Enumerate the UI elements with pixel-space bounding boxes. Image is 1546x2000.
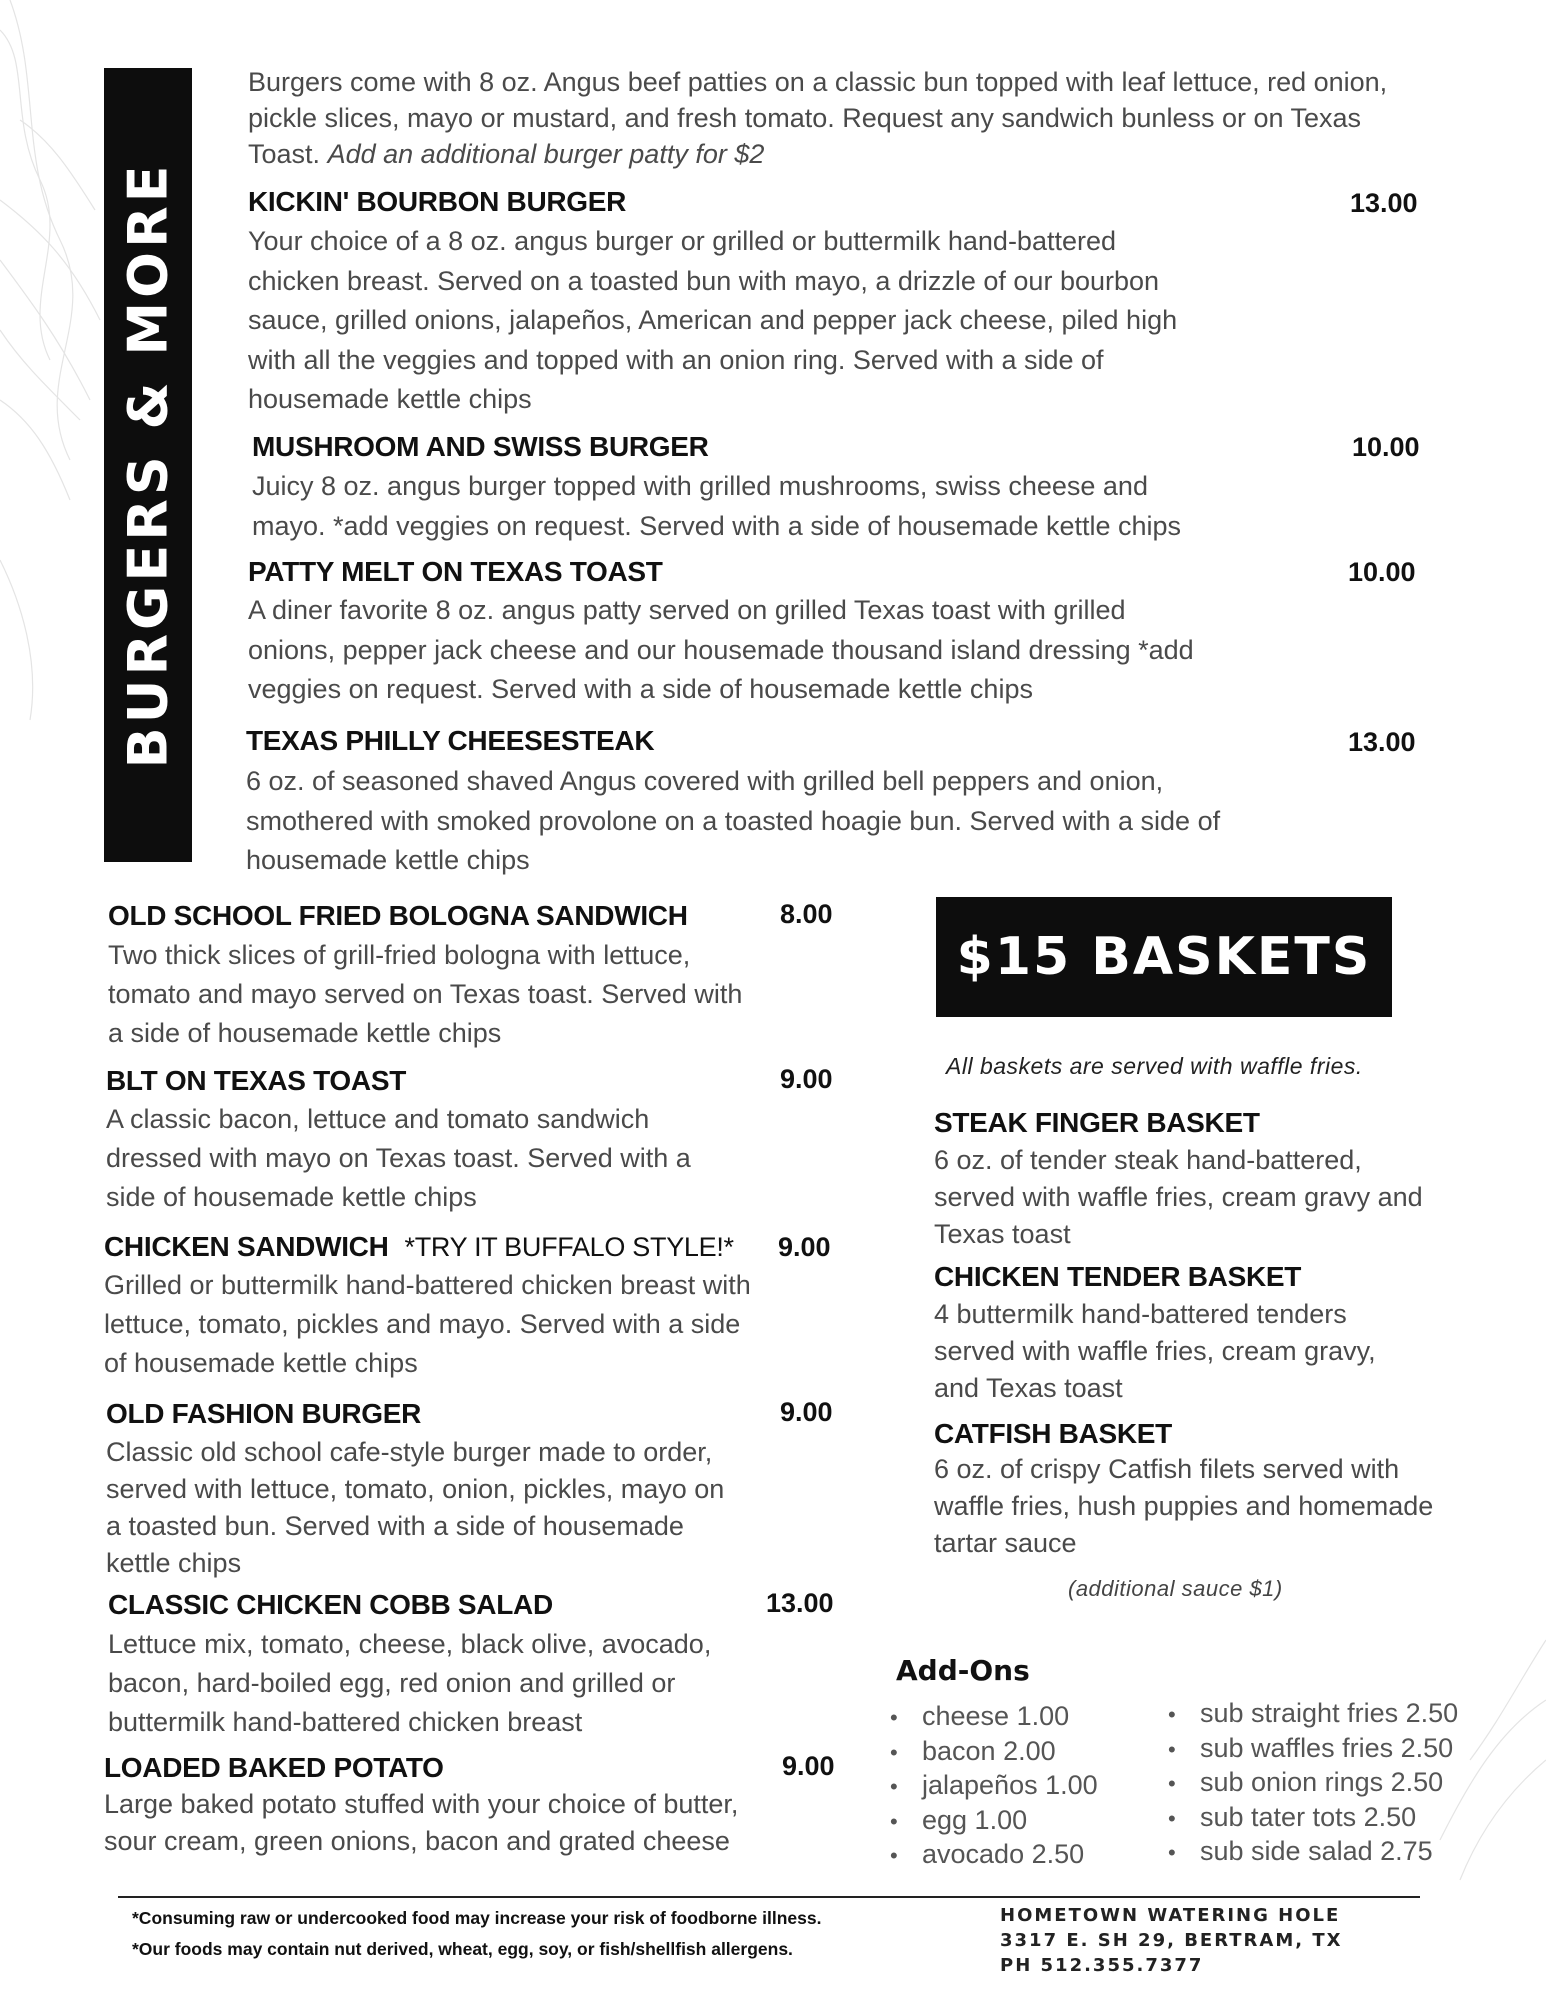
menu-item-price: 10.00	[1352, 432, 1420, 462]
menu-item-description: Your choice of a 8 oz. angus burger or grilled or buttermilk hand-battered chicken breast. Served on a toasted bun with mayo, a drizzle of our bourbon sauce, grilled onions, jalapeños, American and pepper jack cheese, piled high with all the veggies and topped with an onion ring. Served with a side of housemade kettle chips	[248, 226, 1178, 414]
menu-item-name: MUSHROOM AND SWISS BURGER	[252, 431, 709, 462]
menu-item-name: LOADED BAKED POTATO	[104, 1752, 444, 1783]
baskets-banner: $15 BASKETS	[936, 897, 1392, 1017]
addon-item: • avocado 2.50	[890, 1838, 1098, 1873]
basket-item-description: 6 oz. of tender steak hand-battered, served with waffle fries, cream gravy and Texas toast	[934, 1145, 1423, 1249]
menu-item-price: 13.00	[1348, 727, 1416, 757]
menu-item-description: Juicy 8 oz. angus burger topped with grilled mushrooms, swiss cheese and mayo. *add veggies on request. Served with a side of housemade kettle chips	[252, 471, 1182, 541]
menu-item-description: Two thick slices of grill-fried bologna with lettuce, tomato and mayo served on Texas toast. Served with a side of housemade kettle chips	[108, 940, 743, 1048]
menu-item-description: Large baked potato stuffed with your choice of butter, sour cream, green onions, bacon and grated cheese	[104, 1789, 739, 1856]
addon-item: • egg 1.00	[890, 1804, 1098, 1839]
menu-item-name: KICKIN' BOURBON BURGER	[248, 186, 627, 217]
baskets-note: All baskets are served with waffle fries.	[946, 1053, 1363, 1079]
menu-item-price: 9.00	[778, 1232, 831, 1262]
addon-item: • sub side salad 2.75	[1168, 1835, 1458, 1870]
menu-item-description: Grilled or buttermilk hand-battered chicken breast with lettuce, tomato, pickles and mayo. Served with a side of housemade kettle chips	[104, 1270, 751, 1378]
basket-item-description: 6 oz. of crispy Catfish filets served with waffle fries, hush puppies and homemade tartar sauce	[934, 1454, 1434, 1558]
menu-item-price: 9.00	[780, 1397, 833, 1427]
addon-item: • sub tater tots 2.50	[1168, 1801, 1458, 1836]
addon-item: • sub onion rings 2.50	[1168, 1766, 1458, 1801]
intro-text: Burgers come with 8 oz. Angus beef patties on a classic bun topped with leaf lettuce, red onion, pickle slices, mayo or mustard, and fresh tomato. Request any sandwich bunless or on Texas Toast.	[248, 67, 1388, 169]
business-name: HOMETOWN WATERING HOLE	[1000, 1905, 1341, 1926]
allergen-warning: *Our foods may contain nut derived, wheat, egg, soy, or fish/shellfish allergens.	[132, 1939, 793, 1959]
menu-item-price: 8.00	[780, 899, 833, 929]
food-warning: *Consuming raw or undercooked food may increase your risk of foodborne illness.	[132, 1908, 822, 1928]
menu-item-description: A classic bacon, lettuce and tomato sandwich dressed with mayo on Texas toast. Served with a side of housemade kettle chips	[106, 1104, 691, 1212]
menu-item-name: CLASSIC CHICKEN COBB SALAD	[108, 1589, 553, 1620]
business-phone: PH 512.355.7377	[1000, 1955, 1204, 1976]
menu-item-price: 10.00	[1348, 557, 1416, 587]
menu-item-tagline: *TRY IT BUFFALO STYLE!*	[404, 1232, 734, 1262]
menu-item-price: 13.00	[766, 1588, 834, 1618]
menu-item-name: BLT ON TEXAS TOAST	[106, 1065, 407, 1096]
addons-list-left	[890, 1700, 1098, 1873]
menu-item-description: Lettuce mix, tomato, cheese, black olive, avocado, bacon, hard-boiled egg, red onion and grilled or buttermilk hand-battered chicken breast	[108, 1629, 712, 1737]
footer-divider	[118, 1896, 1420, 1898]
menu-item-price: 9.00	[780, 1064, 833, 1094]
menu-item-name: PATTY MELT ON TEXAS TOAST	[248, 556, 663, 587]
menu-item-price: 13.00	[1350, 188, 1418, 218]
sauce-note: (additional sauce $1)	[1068, 1576, 1283, 1601]
addons-list-right	[1168, 1697, 1458, 1870]
menu-item-name	[104, 1231, 734, 1263]
intro-paragraph	[248, 64, 1408, 172]
section-title: BURGERS & MORE	[116, 161, 180, 769]
menu-item-name-text: CHICKEN SANDWICH	[104, 1231, 389, 1262]
basket-item-name: STEAK FINGER BASKET	[934, 1107, 1260, 1138]
menu-item-description: Classic old school cafe-style burger made to order, served with lettuce, tomato, onion, pickles, mayo on a toasted bun. Served with a side of housemade kettle chips	[106, 1437, 725, 1578]
addon-item: • cheese 1.00	[890, 1700, 1098, 1735]
menu-item-name: TEXAS PHILLY CHEESESTEAK	[246, 725, 655, 756]
addons-title: Add-Ons	[896, 1654, 1030, 1687]
basket-item-name: CHICKEN TENDER BASKET	[934, 1261, 1302, 1292]
intro-italic-note: Add an additional burger patty for $2	[327, 139, 765, 169]
business-address: 3317 E. SH 29, BERTRAM, TX	[1000, 1930, 1343, 1951]
menu-item-description: 6 oz. of seasoned shaved Angus covered with grilled bell peppers and onion, smothered with smoked provolone on a toasted hoagie bun. Served with a side of housemade kettle chips	[246, 766, 1221, 875]
addon-item: • sub straight fries 2.50	[1168, 1697, 1458, 1732]
menu-item-name: OLD FASHION BURGER	[106, 1398, 422, 1429]
addon-item: • bacon 2.00	[890, 1735, 1098, 1770]
addon-item: • sub waffles fries 2.50	[1168, 1732, 1458, 1767]
menu-item-description: A diner favorite 8 oz. angus patty served on grilled Texas toast with grilled onions, pepper jack cheese and our housemade thousand island dressing *add veggies on request. Served with a side of housemade kettle chips	[248, 595, 1194, 704]
basket-item-name: CATFISH BASKET	[934, 1418, 1172, 1449]
addon-item: • jalapeños 1.00	[890, 1769, 1098, 1804]
menu-item-price: 9.00	[782, 1751, 835, 1781]
basket-item-description: 4 buttermilk hand-battered tenders served with waffle fries, cream gravy, and Texas toast	[934, 1299, 1376, 1403]
menu-item-name: OLD SCHOOL FRIED BOLOGNA SANDWICH	[108, 900, 688, 931]
